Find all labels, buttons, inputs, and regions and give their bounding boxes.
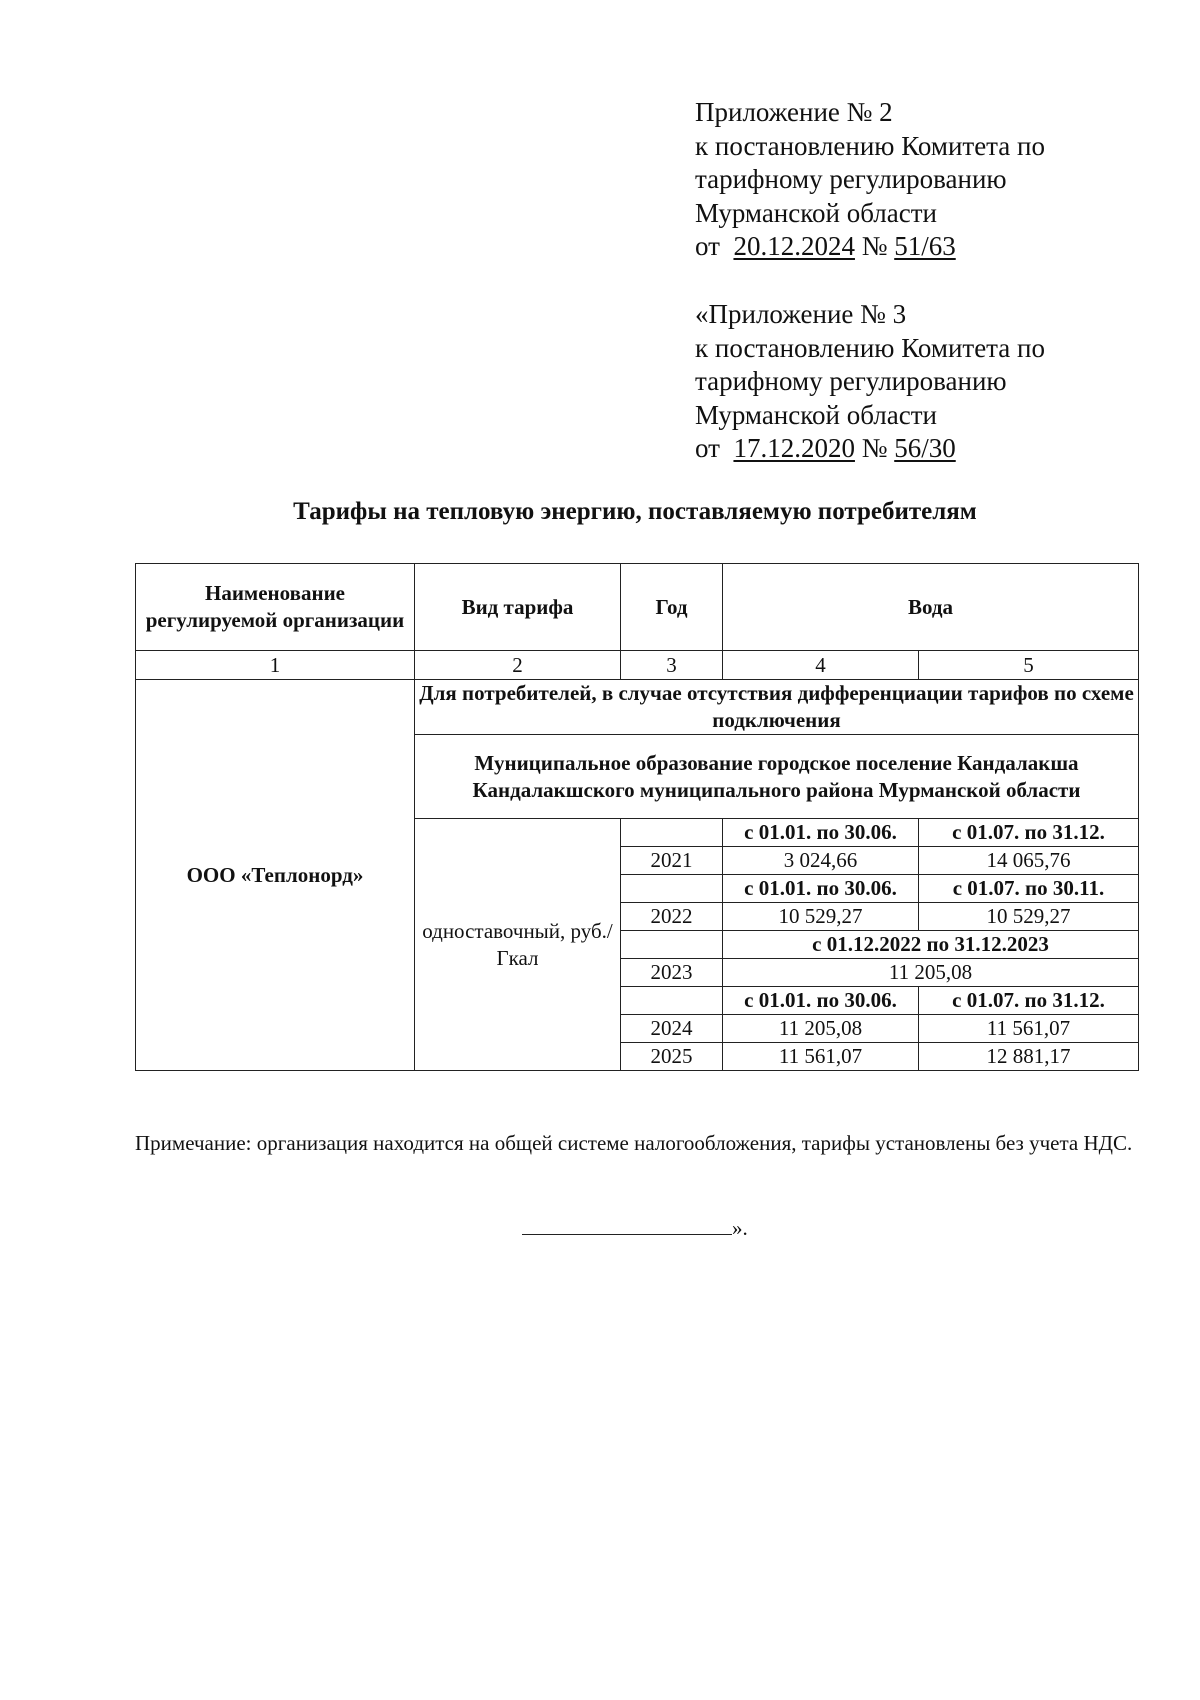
column-number: 5 [919,651,1139,680]
period-cell: с 01.01. по 30.06. [723,875,919,903]
column-number-row [136,651,1139,680]
period-cell: с 01.07. по 31.12. [919,987,1139,1015]
year-cell: 2021 [621,847,723,875]
attachment-line: к постановлению Комитета по [695,130,1045,161]
value-cell: 10 529,27 [919,903,1139,931]
organization-name: ООО «Теплонорд» [136,680,415,1071]
attachment-header-amended [695,298,1135,466]
attachment-date-line [695,432,1135,466]
closing-mark [522,1214,748,1241]
header-year: Год [621,564,723,651]
year-cell [621,819,723,847]
attachment-line: тарифному регулированию [695,366,1007,396]
closing-quote: ». [732,1216,748,1240]
date-prefix: от [695,433,720,463]
year-cell [621,987,723,1015]
value-cell: 11 561,07 [723,1043,919,1071]
municipality: Муниципальное образование городское поселение Кандалакша Кандалакшского муниципального района Мурманской области [415,735,1139,819]
year-cell: 2023 [621,959,723,987]
table-header-row [136,564,1139,651]
date-prefix: от [695,231,720,261]
period-cell: с 01.07. по 30.11. [919,875,1139,903]
header-tariff-type: Вид тарифа [415,564,621,651]
value-cell: 14 065,76 [919,847,1139,875]
attachment-line: Мурманской области [695,197,937,228]
document-title: Тарифы на тепловую энергию, поставляемую потребителям [293,498,977,525]
tariff-type-value: одноставочный, руб./Гкал [415,819,621,1071]
number-sign: № [861,433,888,463]
decree-date: 20.12.2024 [733,231,855,261]
year-cell [621,875,723,903]
value-cell: 11 561,07 [919,1015,1139,1043]
attachment-line: Мурманской области [695,399,937,430]
value-cell: 3 024,66 [723,847,919,875]
decree-number: 51/63 [894,231,956,261]
period-cell: с 01.07. по 31.12. [919,819,1139,847]
decree-number: 56/30 [894,433,956,463]
decree-date: 17.12.2020 [733,433,855,463]
attachment-date-line [695,230,1135,264]
value-cell: 11 205,08 [723,959,1139,987]
attachment-line: к постановлению Комитета по [695,332,1045,363]
consumer-group-row [136,680,1139,735]
attachment-header-current [695,96,1135,264]
value-cell: 10 529,27 [723,903,919,931]
attachment-line: Приложение № 2 [695,97,893,127]
column-number: 4 [723,651,919,680]
header-water: Вода [723,564,1139,651]
value-cell: 12 881,17 [919,1043,1139,1071]
header-organization: Наименование регулируемой организации [136,564,415,651]
column-number: 3 [621,651,723,680]
period-cell: с 01.01. по 30.06. [723,987,919,1015]
column-number: 2 [415,651,621,680]
value-cell: 11 205,08 [723,1015,919,1043]
period-cell: с 01.12.2022 по 31.12.2023 [723,931,1139,959]
period-cell: с 01.01. по 30.06. [723,819,919,847]
year-cell: 2025 [621,1043,723,1071]
attachment-line: тарифному регулированию [695,164,1007,194]
year-cell: 2022 [621,903,723,931]
year-cell [621,931,723,959]
year-cell: 2024 [621,1015,723,1043]
note: Примечание: организация находится на общей системе налогообложения, тарифы установлены без учета НДС. [135,1131,1133,1155]
attachment-line: «Приложение № 3 [695,299,907,329]
signature-line [522,1214,732,1235]
column-number: 1 [136,651,415,680]
tariff-table [135,563,1139,1071]
consumer-group: Для потребителей, в случае отсутствия дифференциации тарифов по схеме подключения [415,680,1139,735]
number-sign: № [861,231,888,261]
